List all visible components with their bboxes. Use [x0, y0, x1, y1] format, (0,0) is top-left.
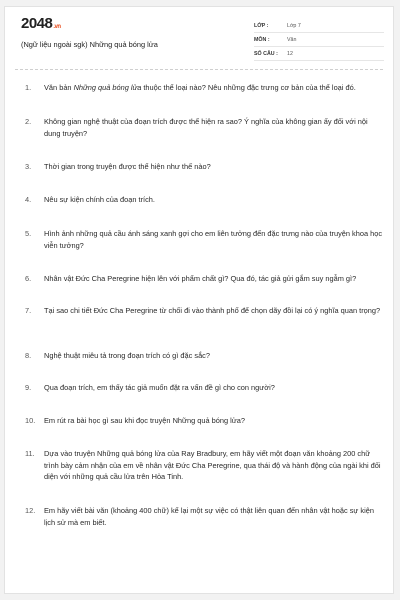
question-number: 7.: [25, 306, 32, 315]
question-number: 1.: [25, 83, 32, 92]
question-number: 12.: [25, 506, 36, 515]
question-text: Không gian nghệ thuật của đoạn trích được thể hiện ra sao? Ý nghĩa của không gian ấy đối với nội dung truyện?: [44, 117, 368, 138]
question-number: 3.: [25, 162, 32, 171]
worksheet-page: [4, 6, 394, 594]
question-text: Nghệ thuật miêu tả trong đoạn trích có gì đặc sắc?: [44, 351, 210, 360]
question-text: Dựa vào truyện Những quả bóng lửa của Ray Bradbury, em hãy viết một đoạn văn khoảng 200 chữ trình bày cảm nhận của em về nhân vật Đức Cha Peregrine, qua thái độ và hành động của ngài khi đối diện với những quả cầu lửa trên Hỏa Tinh.: [44, 449, 381, 482]
question-number: 10.: [25, 416, 36, 425]
question-item: [25, 82, 385, 94]
header: [5, 7, 393, 71]
meta-value: Lớp 7: [287, 22, 301, 29]
question-number: 9.: [25, 383, 32, 392]
logo-sub: .vn: [53, 24, 61, 30]
question-text: [44, 82, 385, 94]
question-item: [25, 116, 385, 139]
question-text: Em rút ra bài học gì sau khi đọc truyện Những quả bóng lửa?: [44, 416, 245, 425]
question-text-part: thuộc thể loại nào? Nêu những đặc trưng cơ bản của thể loại đó.: [141, 83, 356, 92]
page-title: (Ngữ liệu ngoài sgk) Những quả bóng lửa: [21, 40, 158, 49]
question-text-italic: Những quả bóng lửa: [73, 83, 142, 92]
question-item: [25, 161, 385, 173]
meta-label: MÔN :: [254, 36, 270, 43]
meta-table: [254, 19, 384, 61]
question-item: [25, 273, 385, 285]
question-number: 8.: [25, 351, 32, 360]
meta-label: SỐ CÂU :: [254, 50, 278, 57]
question-text: Tại sao chi tiết Đức Cha Peregrine từ chối đi vào thành phố để chọn dãy đồi lại có ý nghĩa quan trọng?: [44, 306, 381, 315]
site-logo[interactable]: [21, 15, 61, 32]
question-number: 5.: [25, 229, 32, 238]
question-number: 6.: [25, 274, 32, 283]
question-item: [25, 305, 385, 317]
question-text: Qua đoạn trích, em thấy tác giả muốn đặt ra vấn đề gì cho con người?: [44, 383, 275, 392]
question-number: 11.: [25, 449, 35, 458]
meta-value: 12: [287, 50, 293, 57]
question-text: Hình ảnh những quả cầu ánh sáng xanh gợi cho em liên tưởng đến đặc trưng nào của truyện khoa học viễn tưởng?: [44, 229, 383, 250]
question-item: [25, 382, 385, 394]
meta-label: LỚP :: [254, 22, 269, 29]
question-text: Nêu sự kiện chính của đoạn trích.: [44, 195, 155, 204]
question-text-part: Văn bản: [44, 83, 74, 92]
question-item: [25, 505, 385, 528]
question-item: [25, 448, 385, 483]
question-text: Nhân vật Đức Cha Peregrine hiện lên với phẩm chất gì? Qua đó, tác giả gửi gắm suy ngẫm gì?: [44, 274, 357, 283]
logo-main: 2048: [21, 15, 53, 32]
question-item: [25, 415, 385, 427]
question-number: 2.: [25, 117, 32, 126]
meta-row-subject: [254, 33, 384, 47]
question-number: 4.: [25, 195, 32, 204]
question-item: [25, 350, 385, 362]
question-text: Thời gian trong truyện được thể hiện như thế nào?: [44, 162, 211, 171]
question-item: [25, 194, 385, 206]
header-divider: [15, 69, 383, 70]
meta-row-count: [254, 47, 384, 61]
question-item: [25, 228, 385, 251]
meta-row-class: [254, 19, 384, 33]
meta-value: Văn: [287, 36, 297, 43]
question-text: Em hãy viết bài văn (khoảng 400 chữ) kể lại một sự việc có thật liên quan đến nhân vật hoặc sự kiện lịch sử mà em biết.: [44, 506, 374, 527]
